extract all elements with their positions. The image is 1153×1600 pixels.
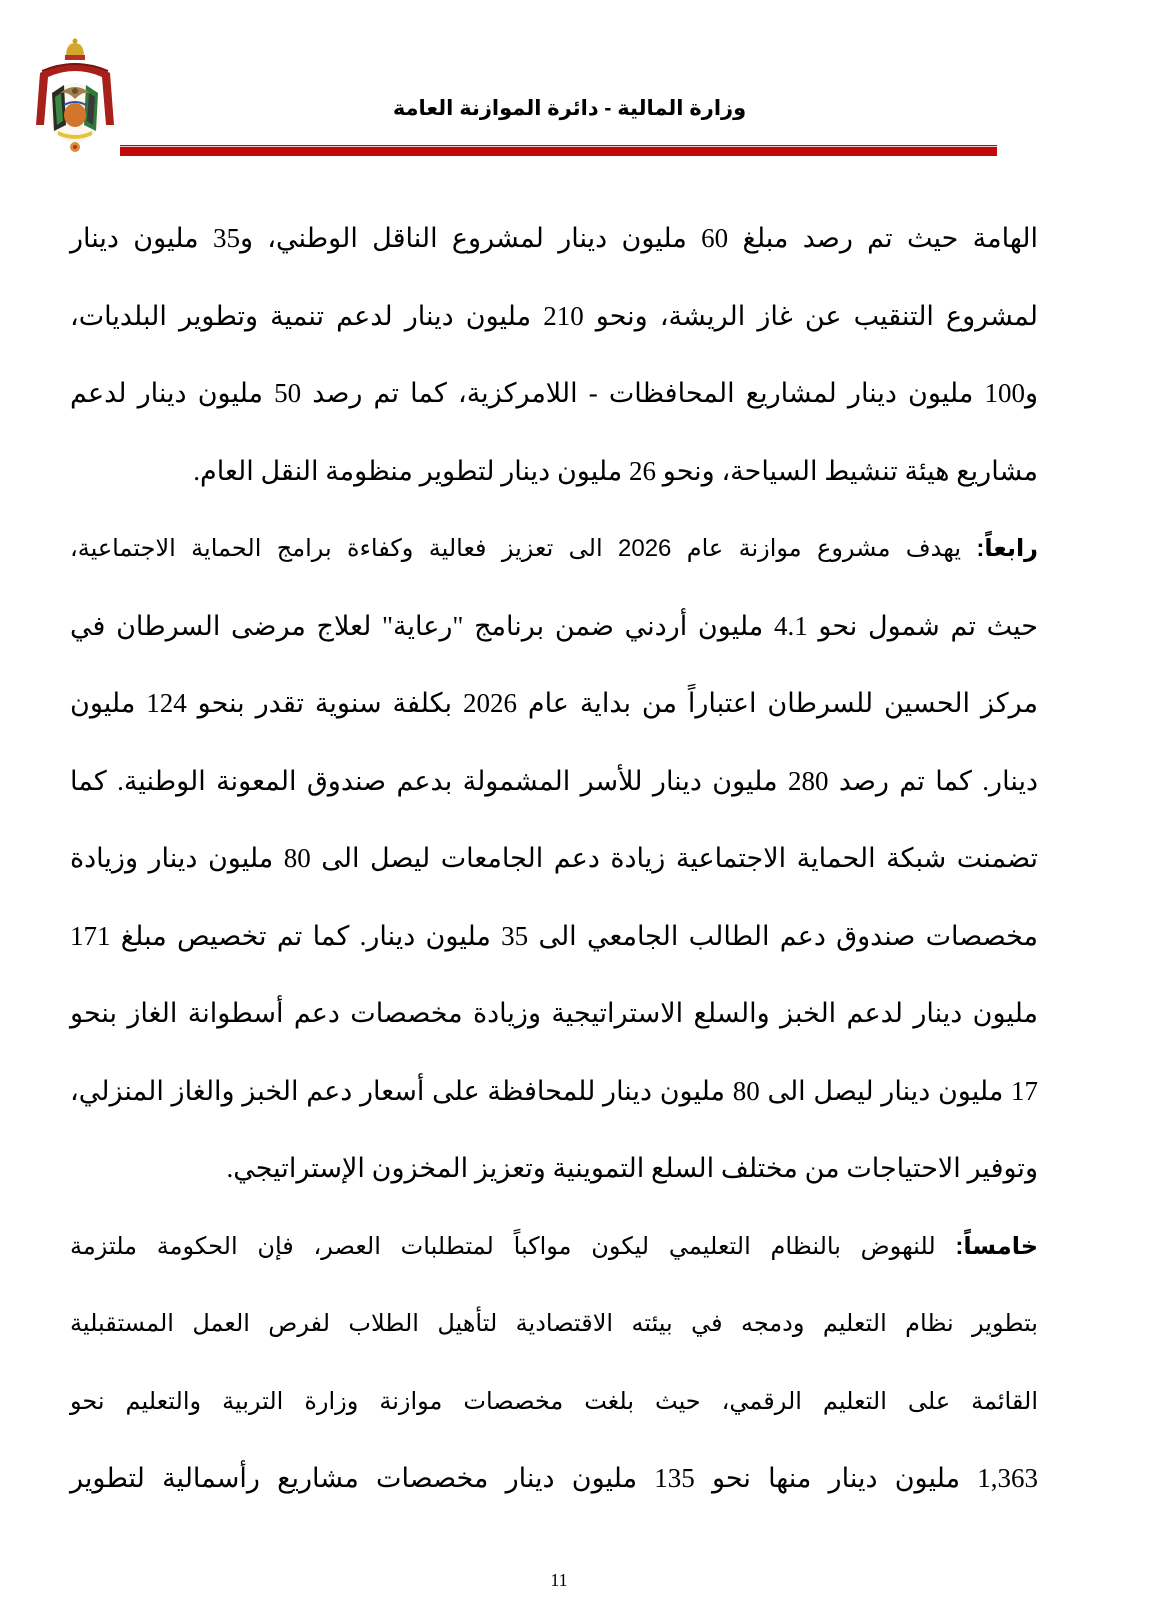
text-line: مخصصات صندوق دعم الطالب الجامعي الى 35 مليون دينار. كما تم تخصيص مبلغ 171 xyxy=(70,920,1039,951)
header-rule xyxy=(120,147,997,156)
jordan-coat-of-arms-icon xyxy=(30,35,120,155)
section-label: خامساً: xyxy=(955,1232,1039,1260)
body-text xyxy=(70,200,1038,1518)
section-intro: يهدف مشروع موازنة عام 2026 الى تعزيز فعالية وكفاءة برامج الحماية الاجتماعية، xyxy=(70,535,977,562)
section-heading-line xyxy=(70,1208,1038,1286)
page-number: 11 xyxy=(550,1570,568,1590)
section-label: رابعاً: xyxy=(976,535,1038,562)
text-line: لمشروع التنقيب عن غاز الريشة، ونحو 210 مليون دينار لدعم تنمية وتطوير البلديات، xyxy=(70,300,1038,331)
header-title-text: وزارة المالية - دائرة الموازنة العامة xyxy=(392,97,747,120)
text-line: وتوفير الاحتياجات من مختلف السلع التموينية وتعزيز المخزون الإستراتيجي. xyxy=(226,1153,1038,1183)
text-line: بتطوير نظام التعليم ودمجه في بيئته الاقتصادية لتأهيل الطلاب لفرص العمل المستقبلية xyxy=(70,1310,1038,1337)
text-line: مشاريع هيئة تنشيط السياحة، ونحو 26 مليون دينار لتطوير منظومة النقل العام. xyxy=(193,455,1038,486)
text-line: تضمنت شبكة الحماية الاجتماعية زيادة دعم الجامعات ليصل الى 80 مليون دينار وزيادة xyxy=(70,843,1038,873)
text-line: و100 مليون دينار لمشاريع المحافظات - اللامركزية، كما تم رصد 50 مليون دينار لدعم xyxy=(70,378,1038,408)
text-line: مركز الحسين للسرطان اعتباراً من بداية عام 2026 بكلفة سنوية تقدر بنحو 124 مليون xyxy=(70,688,1039,718)
section-intro: للنهوض بالنظام التعليمي ليكون مواكباً لمتطلبات العصر، فإن الحكومة ملتزمة xyxy=(70,1232,956,1260)
text-line: 17 مليون دينار ليصل الى 80 مليون دينار للمحافظة على أسعار دعم الخبز والغاز المنزلي، xyxy=(70,1075,1038,1106)
text-line: 1,363 مليون دينار منها نحو 135 مليون دينار مخصصات مشاريع رأسمالية لتطوير xyxy=(70,1463,1038,1493)
text-line: القائمة على التعليم الرقمي، حيث بلغت مخصصات موازنة وزارة التربية والتعليم نحو xyxy=(70,1387,1038,1415)
text-line: الهامة حيث تم رصد مبلغ 60 مليون دينار لمشروع الناقل الوطني، و35 مليون دينار xyxy=(70,223,1039,253)
text-line: حيث تم شمول نحو 4.1 مليون أردني ضمن برنامج "رعاية" لعلاج مرضى السرطان في xyxy=(70,610,1039,641)
section-heading-line xyxy=(70,510,1038,588)
header-title xyxy=(0,96,1153,121)
text-line: دينار. كما تم رصد 280 مليون دينار للأسر المشمولة بدعم صندوق المعونة الوطنية. كما xyxy=(70,765,1038,796)
text-line: مليون دينار لدعم الخبز والسلع الاستراتيجية وزيادة مخصصات دعم أسطوانة الغاز بنحو xyxy=(70,998,1038,1028)
